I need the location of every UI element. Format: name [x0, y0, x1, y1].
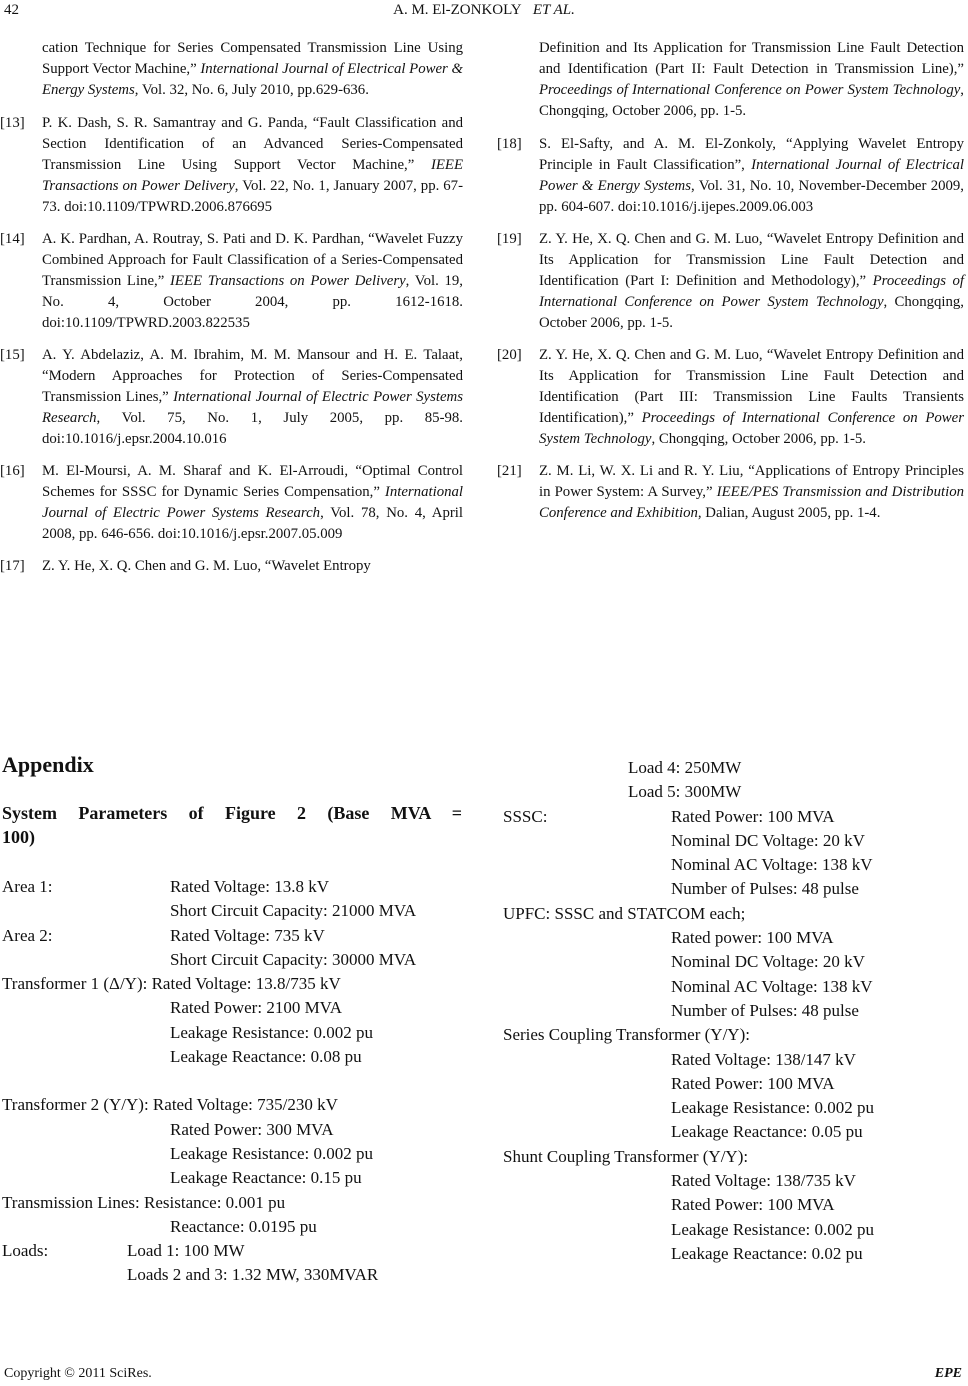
parameter-value: Rated power: 100 MVA	[671, 928, 834, 948]
ref-number: [20]	[497, 347, 522, 363]
parameter-value: Leakage Reactance: 0.02 pu	[671, 1243, 863, 1263]
parameter-value: Number of Pulses: 48 pulse	[671, 879, 859, 899]
system-parameters-right	[503, 756, 963, 1266]
ref-details: , Chongqing, October 2006, pp. 1-5.	[651, 431, 867, 447]
parameter-value: Number of Pulses: 48 pulse	[671, 1000, 859, 1020]
parameter-row	[503, 1096, 963, 1120]
ref-number: [13]	[0, 115, 25, 131]
parameter-value: Rated Power: 100 MVA	[671, 1195, 835, 1215]
parameter-row	[503, 902, 963, 926]
parameter-value: Leakage Resistance: 0.002 pu	[170, 1143, 373, 1163]
parameter-row	[2, 1093, 472, 1117]
parameter-label: Transformer 2 (Y/Y): Rated Voltage: 735/230 kV	[2, 1095, 338, 1115]
ref-journal: IEEE Transactions on Power Delivery	[42, 157, 463, 194]
reference-19	[497, 229, 964, 334]
parameter-value: Leakage Reactance: 0.08 pu	[170, 1047, 362, 1067]
reference-13	[0, 113, 464, 218]
ref-details: , Chongqing, October 2006, pp. 1-5.	[539, 294, 964, 331]
ref-journal: International Journal of Electric Power Systems Research	[42, 484, 463, 521]
parameter-row	[503, 926, 963, 950]
ref-text: Definition and Its Application for Transmission Line Fault Detection and Identification (Part II: Fault Detection in Transmission Line),”	[539, 40, 964, 77]
parameter-label: Series Coupling Transformer (Y/Y):	[503, 1025, 750, 1045]
parameter-value: Rated Power: 300 MVA	[170, 1119, 334, 1139]
parameter-row	[503, 756, 963, 780]
parameter-row	[503, 999, 963, 1023]
page-number: 42	[4, 2, 19, 18]
parameter-value: Load 5: 300MW	[628, 782, 742, 802]
parameter-row	[503, 1048, 963, 1072]
ref-journal: IEEE/PES Transmission and Distribution Conference and Exhibition	[539, 484, 964, 521]
copyright-notice: Copyright © 2011 SciRes.	[4, 1366, 152, 1381]
references-left-column	[0, 38, 464, 588]
ref-details: , Vol. 19, No. 4, October 2004, pp. 1612-1618. doi:10.1109/TPWRD.2003.822535	[42, 273, 463, 331]
ref-text: Z. M. Li, W. X. Li and R. Y. Liu, “Applications of Entropy Principles in Power System: A Survey,”	[539, 463, 964, 500]
reference-21	[497, 461, 964, 524]
journal-abbrev: EPE	[934, 1366, 962, 1381]
parameter-value: Nominal AC Voltage: 138 kV	[671, 855, 873, 875]
parameter-value: Rated Power: 100 MVA	[671, 806, 835, 826]
parameter-value: Load 1: 100 MW	[127, 1241, 245, 1261]
reference-continuation	[505, 38, 964, 122]
appendix-heading: Appendix	[2, 752, 94, 777]
parameter-value: Load 4: 250MW	[628, 758, 742, 777]
parameter-row	[2, 1263, 472, 1287]
parameter-value: Rated Power: 100 MVA	[671, 1073, 835, 1093]
ref-text: cation Technique for Series Compensated Transmission Line Using Support Vector Machine,”	[42, 40, 463, 77]
parameter-value: Rated Power: 2100 MVA	[170, 998, 343, 1018]
references-right-column	[497, 38, 965, 535]
parameter-value: Rated Voltage: 735 kV	[170, 925, 325, 945]
reference-continuation	[8, 38, 463, 101]
parameter-row	[2, 1021, 472, 1045]
parameter-row	[503, 805, 963, 829]
appendix-subheading: System Parameters of Figure 2 (Base MVA =	[2, 803, 462, 823]
parameter-row	[503, 975, 963, 999]
ref-journal: Proceedings of International Conference on Power System Technology	[539, 82, 961, 98]
parameter-label: UPFC: SSSC and STATCOM each;	[503, 903, 746, 923]
reference-14	[0, 229, 463, 334]
parameter-value: Leakage Resistance: 0.002 pu	[671, 1098, 874, 1118]
running-header	[0, 2, 968, 19]
parameter-value: Nominal AC Voltage: 138 kV	[671, 976, 873, 996]
ref-journal: International Journal of Electrical Power & Energy Systems	[539, 157, 964, 194]
parameter-label: SSSC:	[503, 806, 548, 826]
ref-journal: Proceedings of International Conference on Power System Technology	[539, 273, 964, 310]
parameter-row	[2, 899, 472, 923]
parameter-row	[2, 924, 472, 948]
parameter-value: Reactance: 0.0195 pu	[170, 1216, 317, 1236]
parameter-row	[503, 829, 963, 853]
parameter-label: Area 2:	[2, 925, 53, 945]
ref-text: Z. Y. He, X. Q. Chen and G. M. Luo, “Wavelet Entropy Definition and Its Application for Transmission Line Fault Detection and Identification (Part III: Transmission Line Faults Transients Identification),”	[539, 347, 964, 426]
parameter-value: Leakage Resistance: 0.002 pu	[170, 1022, 373, 1042]
ref-text: A. Y. Abdelaziz, A. M. Ibrahim, M. M. Mansour and H. E. Talaat, “Modern Approaches for Protection of Series-Compensated Transmission Lines,”	[42, 347, 463, 405]
parameter-value: Nominal DC Voltage: 20 kV	[671, 952, 865, 972]
parameter-value: Nominal DC Voltage: 20 kV	[671, 830, 865, 850]
ref-details: , Vol. 75, No. 1, July 2005, pp. 85-98. doi:10.1016/j.epsr.2004.10.016	[42, 410, 463, 447]
parameter-row	[2, 1166, 472, 1190]
ref-text: Z. Y. He, X. Q. Chen and G. M. Luo, “Wavelet Entropy Definition and Its Application for Transmission Line Fault Detection and Identification (Part I: Definition and Methodology),”	[539, 231, 964, 289]
ref-number: [15]	[0, 347, 25, 363]
parameter-row	[2, 996, 472, 1020]
ref-number: [17]	[0, 558, 25, 574]
parameter-row	[2, 1118, 472, 1142]
parameter-row	[503, 1193, 963, 1217]
parameter-row	[2, 1142, 472, 1166]
ref-number: [16]	[0, 463, 25, 479]
header-etal: ET AL.	[532, 2, 575, 18]
appendix-subheading-cont: 100)	[2, 827, 35, 847]
parameter-label: Loads:	[2, 1241, 49, 1261]
ref-text: S. El-Safty, and A. M. El-Zonkoly, “Applying Wavelet Entropy Principle in Fault Classification”,	[539, 136, 964, 173]
ref-number: [19]	[497, 231, 522, 247]
parameter-row	[503, 1023, 963, 1047]
ref-number: [21]	[497, 463, 522, 479]
reference-16	[0, 461, 463, 545]
parameter-row	[503, 877, 963, 901]
parameter-row	[503, 853, 963, 877]
ref-text: M. El-Moursi, A. M. Sharaf and K. El-Arroudi, “Optimal Control Schemes for SSSC for Dynamic Series Compensation,”	[42, 463, 463, 500]
system-parameters-left	[2, 875, 472, 1288]
ref-journal: IEEE Transactions on Power Delivery	[170, 273, 406, 289]
parameter-value: Leakage Reactance: 0.05 pu	[671, 1122, 863, 1142]
parameter-value: Loads 2 and 3: 1.32 MW, 330MVAR	[127, 1265, 379, 1285]
parameter-row	[2, 1215, 472, 1239]
reference-17	[0, 556, 463, 577]
ref-details: , Chongqing, October 2006, pp. 1-5.	[539, 82, 964, 119]
parameter-row	[2, 1191, 472, 1215]
ref-details: , Vol. 32, No. 6, July 2010, pp.629-636.	[134, 82, 369, 98]
parameter-row	[503, 1145, 963, 1169]
ref-details: , Vol. 31, No. 10, November-December 2009, pp. 604-607. doi:10.1016/j.ijepes.2009.06.003	[539, 178, 964, 215]
reference-18	[497, 134, 964, 218]
ref-number: [18]	[497, 136, 522, 152]
parameter-row	[2, 1045, 472, 1069]
parameter-value: Rated Voltage: 138/147 kV	[671, 1049, 856, 1069]
parameter-row	[503, 1169, 963, 1193]
ref-journal: Proceedings of International Conference on Power System Technology	[539, 410, 965, 447]
ref-details: , Vol. 78, No. 4, April 2008, pp. 646-656. doi:10.1016/j.epsr.2007.05.009	[42, 505, 463, 542]
ref-text: P. K. Dash, S. R. Samantray and G. Panda, “Fault Classification and Section Identification of an Advanced Series-Compensated Transmission Line Using Support Vector Machine,”	[42, 115, 463, 173]
parameter-value: Rated Voltage: 138/735 kV	[671, 1171, 856, 1191]
reference-20	[497, 345, 965, 450]
parameter-label: Transmission Lines: Resistance: 0.001 pu	[2, 1192, 286, 1212]
ref-number: [14]	[0, 231, 25, 247]
parameter-label: Shunt Coupling Transformer (Y/Y):	[503, 1146, 749, 1166]
ref-journal: International Journal of Electric Power Systems Research	[42, 389, 463, 426]
parameter-row	[2, 972, 472, 996]
parameter-value: Leakage Reactance: 0.15 pu	[170, 1168, 362, 1188]
parameter-row	[503, 950, 963, 974]
header-authors: A. M. El-ZONKOLY	[393, 2, 522, 18]
parameter-row	[503, 1072, 963, 1096]
ref-journal: International Journal of Electrical Power & Energy Systems	[42, 61, 464, 98]
parameter-value: Leakage Resistance: 0.002 pu	[671, 1219, 874, 1239]
parameter-row	[503, 1218, 963, 1242]
parameter-row	[2, 1239, 472, 1263]
ref-details: , Vol. 22, No. 1, January 2007, pp. 67-73. doi:10.1109/TPWRD.2006.876695	[42, 178, 464, 215]
ref-details: , Dalian, August 2005, pp. 1-4.	[697, 505, 881, 521]
parameter-label: Area 1:	[2, 877, 53, 896]
ref-text: A. K. Pardhan, A. Routray, S. Pati and D. K. Pardhan, “Wavelet Fuzzy Combined Approach for Fault Classification of a Series-Compensated Transmission Line,”	[42, 231, 463, 289]
parameter-label: Transformer 1 (Δ/Y): Rated Voltage: 13.8/735 kV	[2, 974, 341, 994]
parameter-value: Rated Voltage: 13.8 kV	[170, 877, 329, 896]
parameter-value: Short Circuit Capacity: 21000 MVA	[170, 901, 417, 921]
parameter-row	[503, 780, 963, 804]
parameter-row	[2, 948, 472, 972]
ref-text: Z. Y. He, X. Q. Chen and G. M. Luo, “Wavelet Entropy	[42, 558, 371, 574]
reference-15	[0, 345, 463, 450]
parameter-value: Short Circuit Capacity: 30000 MVA	[170, 949, 417, 969]
parameter-row	[503, 1120, 963, 1144]
parameter-row	[2, 875, 472, 899]
parameter-row	[503, 1242, 963, 1266]
